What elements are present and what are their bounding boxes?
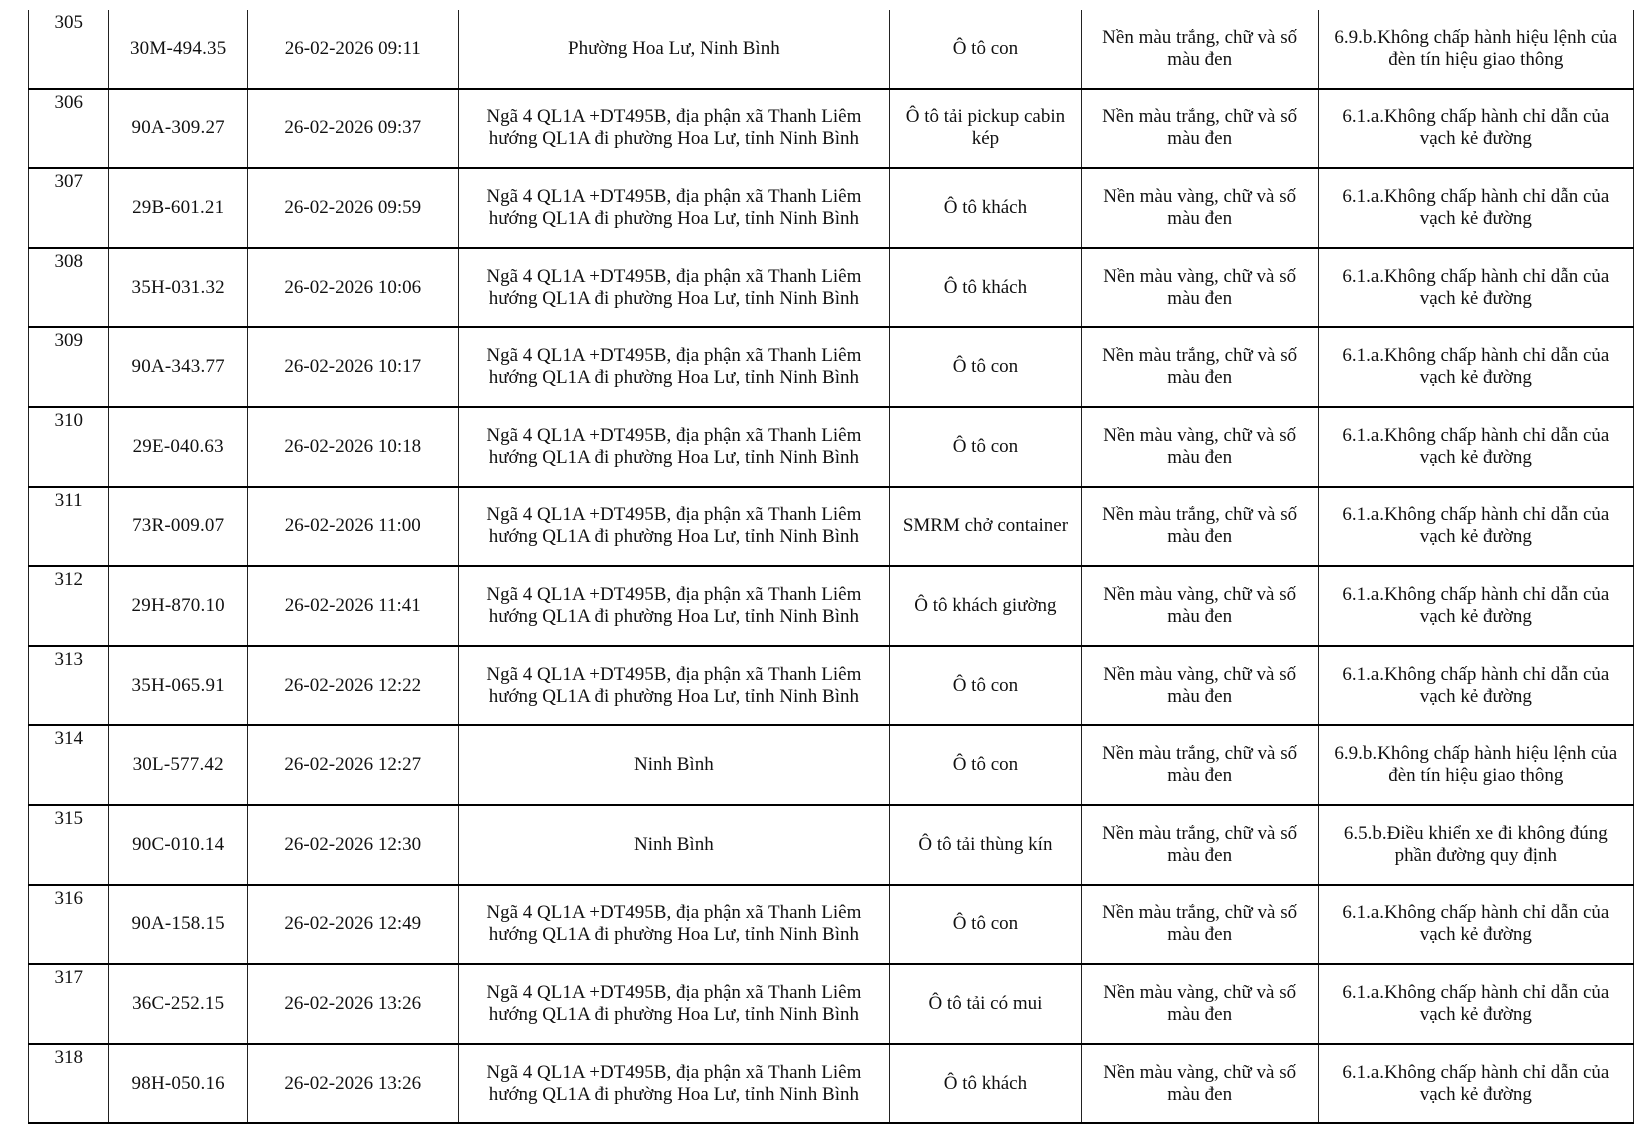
cell-time: 26-02-2026 13:26 [248, 964, 459, 1044]
cell-plate: 73R-009.07 [109, 487, 248, 567]
cell-stt: 312 [29, 566, 109, 646]
violations-table [28, 10, 1634, 1124]
cell-plate: 30M-494.35 [109, 10, 248, 89]
table-row [29, 646, 1634, 726]
cell-stt: 317 [29, 964, 109, 1044]
cell-violation: 6.1.a.Không chấp hành chỉ dẫn của vạch kẻ đường [1318, 487, 1633, 567]
cell-location: Ngã 4 QL1A +DT495B, địa phận xã Thanh Liêm hướng QL1A đi phường Hoa Lư, tỉnh Ninh Bình [458, 1044, 890, 1124]
cell-location: Ngã 4 QL1A +DT495B, địa phận xã Thanh Liêm hướng QL1A đi phường Hoa Lư, tỉnh Ninh Bình [458, 407, 890, 487]
cell-violation: 6.1.a.Không chấp hành chỉ dẫn của vạch kẻ đường [1318, 566, 1633, 646]
cell-vehicle: Ô tô con [890, 885, 1081, 965]
cell-location: Ngã 4 QL1A +DT495B, địa phận xã Thanh Liêm hướng QL1A đi phường Hoa Lư, tỉnh Ninh Bình [458, 885, 890, 965]
table-row [29, 10, 1634, 89]
table-row [29, 566, 1634, 646]
cell-violation: 6.5.b.Điều khiển xe đi không đúng phần đường quy định [1318, 805, 1633, 885]
cell-stt: 315 [29, 805, 109, 885]
cell-location: Ngã 4 QL1A +DT495B, địa phận xã Thanh Liêm hướng QL1A đi phường Hoa Lư, tỉnh Ninh Bình [458, 646, 890, 726]
table-row [29, 407, 1634, 487]
cell-location: Ngã 4 QL1A +DT495B, địa phận xã Thanh Liêm hướng QL1A đi phường Hoa Lư, tỉnh Ninh Bình [458, 248, 890, 328]
cell-plate-color: Nền màu trắng, chữ và số màu đen [1081, 885, 1318, 965]
cell-violation: 6.9.b.Không chấp hành hiệu lệnh của đèn tín hiệu giao thông [1318, 725, 1633, 805]
cell-vehicle: Ô tô con [890, 725, 1081, 805]
cell-stt: 314 [29, 725, 109, 805]
cell-plate: 35H-065.91 [109, 646, 248, 726]
cell-location: Ngã 4 QL1A +DT495B, địa phận xã Thanh Liêm hướng QL1A đi phường Hoa Lư, tỉnh Ninh Bình [458, 327, 890, 407]
cell-stt: 310 [29, 407, 109, 487]
cell-time: 26-02-2026 10:18 [248, 407, 459, 487]
cell-violation: 6.1.a.Không chấp hành chỉ dẫn của vạch kẻ đường [1318, 407, 1633, 487]
cell-vehicle: Ô tô khách [890, 1044, 1081, 1124]
cell-location: Ngã 4 QL1A +DT495B, địa phận xã Thanh Liêm hướng QL1A đi phường Hoa Lư, tỉnh Ninh Bình [458, 168, 890, 248]
cell-plate-color: Nền màu trắng, chữ và số màu đen [1081, 10, 1318, 89]
table-row [29, 1044, 1634, 1124]
cell-violation: 6.9.b.Không chấp hành hiệu lệnh của đèn tín hiệu giao thông [1318, 10, 1633, 89]
table-row [29, 964, 1634, 1044]
cell-time: 26-02-2026 09:59 [248, 168, 459, 248]
cell-violation: 6.1.a.Không chấp hành chỉ dẫn của vạch kẻ đường [1318, 964, 1633, 1044]
cell-location: Ninh Bình [458, 805, 890, 885]
cell-plate-color: Nền màu trắng, chữ và số màu đen [1081, 89, 1318, 169]
cell-plate: 90A-158.15 [109, 885, 248, 965]
table-row [29, 168, 1634, 248]
cell-location: Ngã 4 QL1A +DT495B, địa phận xã Thanh Liêm hướng QL1A đi phường Hoa Lư, tỉnh Ninh Bình [458, 89, 890, 169]
cell-violation: 6.1.a.Không chấp hành chỉ dẫn của vạch kẻ đường [1318, 1044, 1633, 1124]
cell-location: Phường Hoa Lư, Ninh Bình [458, 10, 890, 89]
cell-vehicle: Ô tô tải có mui [890, 964, 1081, 1044]
cell-violation: 6.1.a.Không chấp hành chỉ dẫn của vạch kẻ đường [1318, 89, 1633, 169]
cell-plate-color: Nền màu trắng, chữ và số màu đen [1081, 487, 1318, 567]
cell-violation: 6.1.a.Không chấp hành chỉ dẫn của vạch kẻ đường [1318, 327, 1633, 407]
cell-vehicle: Ô tô con [890, 10, 1081, 89]
cell-violation: 6.1.a.Không chấp hành chỉ dẫn của vạch kẻ đường [1318, 168, 1633, 248]
cell-vehicle: Ô tô tải thùng kín [890, 805, 1081, 885]
cell-plate-color: Nền màu vàng, chữ và số màu đen [1081, 646, 1318, 726]
cell-plate: 35H-031.32 [109, 248, 248, 328]
cell-violation: 6.1.a.Không chấp hành chỉ dẫn của vạch kẻ đường [1318, 885, 1633, 965]
table-row [29, 725, 1634, 805]
cell-time: 26-02-2026 13:26 [248, 1044, 459, 1124]
table-row [29, 487, 1634, 567]
cell-plate-color: Nền màu vàng, chữ và số màu đen [1081, 964, 1318, 1044]
table-row [29, 327, 1634, 407]
cell-vehicle: Ô tô khách giường [890, 566, 1081, 646]
cell-stt: 311 [29, 487, 109, 567]
cell-time: 26-02-2026 09:11 [248, 10, 459, 89]
cell-time: 26-02-2026 11:41 [248, 566, 459, 646]
cell-time: 26-02-2026 12:30 [248, 805, 459, 885]
cell-location: Ninh Bình [458, 725, 890, 805]
cell-time: 26-02-2026 10:06 [248, 248, 459, 328]
cell-plate: 90A-343.77 [109, 327, 248, 407]
cell-violation: 6.1.a.Không chấp hành chỉ dẫn của vạch kẻ đường [1318, 248, 1633, 328]
cell-plate: 90A-309.27 [109, 89, 248, 169]
cell-time: 26-02-2026 09:37 [248, 89, 459, 169]
cell-stt: 308 [29, 248, 109, 328]
cell-plate-color: Nền màu trắng, chữ và số màu đen [1081, 805, 1318, 885]
cell-plate-color: Nền màu vàng, chữ và số màu đen [1081, 1044, 1318, 1124]
cell-stt: 309 [29, 327, 109, 407]
cell-plate-color: Nền màu vàng, chữ và số màu đen [1081, 407, 1318, 487]
cell-vehicle: SMRM chở container [890, 487, 1081, 567]
cell-plate-color: Nền màu trắng, chữ và số màu đen [1081, 327, 1318, 407]
cell-stt: 318 [29, 1044, 109, 1124]
cell-location: Ngã 4 QL1A +DT495B, địa phận xã Thanh Liêm hướng QL1A đi phường Hoa Lư, tỉnh Ninh Bình [458, 566, 890, 646]
cell-stt: 316 [29, 885, 109, 965]
cell-time: 26-02-2026 11:00 [248, 487, 459, 567]
cell-vehicle: Ô tô con [890, 327, 1081, 407]
cell-plate: 29B-601.21 [109, 168, 248, 248]
table-row [29, 248, 1634, 328]
cell-time: 26-02-2026 10:17 [248, 327, 459, 407]
cell-plate: 29H-870.10 [109, 566, 248, 646]
cell-plate-color: Nền màu vàng, chữ và số màu đen [1081, 248, 1318, 328]
cell-plate: 29E-040.63 [109, 407, 248, 487]
table-row [29, 805, 1634, 885]
cell-violation: 6.1.a.Không chấp hành chỉ dẫn của vạch kẻ đường [1318, 646, 1633, 726]
cell-plate-color: Nền màu vàng, chữ và số màu đen [1081, 566, 1318, 646]
cell-stt: 313 [29, 646, 109, 726]
cell-plate: 36C-252.15 [109, 964, 248, 1044]
cell-plate: 98H-050.16 [109, 1044, 248, 1124]
cell-vehicle: Ô tô con [890, 407, 1081, 487]
table-row [29, 885, 1634, 965]
cell-plate: 90C-010.14 [109, 805, 248, 885]
cell-plate-color: Nền màu trắng, chữ và số màu đen [1081, 725, 1318, 805]
cell-time: 26-02-2026 12:22 [248, 646, 459, 726]
cell-plate: 30L-577.42 [109, 725, 248, 805]
cell-time: 26-02-2026 12:49 [248, 885, 459, 965]
cell-stt: 306 [29, 89, 109, 169]
cell-location: Ngã 4 QL1A +DT495B, địa phận xã Thanh Liêm hướng QL1A đi phường Hoa Lư, tỉnh Ninh Bình [458, 487, 890, 567]
cell-time: 26-02-2026 12:27 [248, 725, 459, 805]
cell-stt: 305 [29, 10, 109, 89]
table-body [29, 10, 1634, 1123]
cell-stt: 307 [29, 168, 109, 248]
cell-vehicle: Ô tô khách [890, 168, 1081, 248]
cell-vehicle: Ô tô con [890, 646, 1081, 726]
cell-vehicle: Ô tô khách [890, 248, 1081, 328]
table-row [29, 89, 1634, 169]
cell-vehicle: Ô tô tải pickup cabin kép [890, 89, 1081, 169]
document-page [28, 10, 1634, 1124]
cell-location: Ngã 4 QL1A +DT495B, địa phận xã Thanh Liêm hướng QL1A đi phường Hoa Lư, tỉnh Ninh Bình [458, 964, 890, 1044]
cell-plate-color: Nền màu vàng, chữ và số màu đen [1081, 168, 1318, 248]
